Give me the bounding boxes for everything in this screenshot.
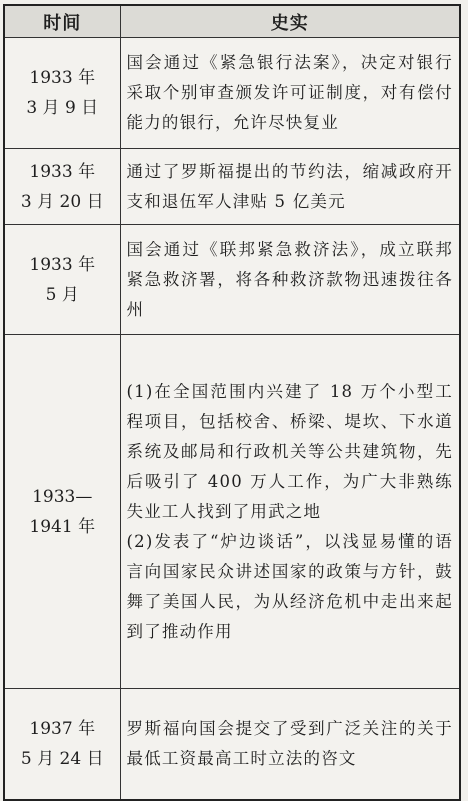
- fact-cell: [120, 689, 460, 800]
- time-line: 1933 年: [29, 254, 96, 275]
- fact-cell: [120, 225, 460, 335]
- time-line: 1933 年: [29, 161, 96, 182]
- header-row: [4, 5, 460, 38]
- time-line: 3 月 20 日: [20, 191, 104, 212]
- time-line: 1933—: [32, 486, 93, 507]
- fact-cell: [120, 149, 460, 225]
- header-fact: 史实: [120, 5, 460, 38]
- time-cell: [4, 335, 120, 689]
- header-time: 时间: [4, 5, 120, 38]
- fact-cell: [120, 38, 460, 149]
- table-row: [4, 38, 460, 149]
- time-line: 1941 年: [29, 516, 96, 537]
- table-row: [4, 335, 460, 689]
- time-line: 1933 年: [29, 68, 96, 88]
- time-cell: [4, 225, 120, 335]
- time-line: 5 月 24 日: [20, 748, 104, 769]
- fact-text: 通过了罗斯福提出的节约法，缩减政府开支和退伍军人津贴 5 亿美元: [126, 161, 453, 211]
- time-line: 3 月 9 日: [26, 98, 99, 118]
- table-row: [4, 149, 460, 225]
- time-cell: [4, 149, 120, 225]
- fact-cell: [120, 335, 460, 689]
- fact-text: (1)在全国范围内兴建了 18 万个小型工程项目，包括校舍、桥梁、堤坎、下水道系统及邮局和行政机关等公共建筑物，先后吸引了 400 万人工作，为广大非熟练失业工人找到了用武之地: [126, 381, 453, 521]
- time-cell: [4, 38, 120, 149]
- history-table: [3, 4, 461, 801]
- time-cell: [4, 689, 120, 800]
- table-row: [4, 689, 460, 800]
- fact-text: 国会通过《联邦紧急救济法》，成立联邦紧急救济署，将各种救济款物迅速拨往各州: [126, 239, 453, 319]
- table-row: [4, 225, 460, 335]
- fact-text: 罗斯福向国会提交了受到广泛关注的关于最低工资最高工时立法的咨文: [126, 718, 453, 768]
- fact-text: (2)发表了“炉边谈话”，以浅显易懂的语言向国家民众讲述国家的政策与方针，鼓舞了美国人民，为从经济危机中走出来起到了推动作用: [126, 531, 453, 641]
- fact-text: 国会通过《紧急银行法案》，决定对银行采取个别审查颁发许可证制度，对有偿付能力的银行，允许尽快复业: [126, 53, 453, 132]
- time-line: 5 月: [45, 284, 79, 305]
- time-line: 1937 年: [29, 718, 96, 739]
